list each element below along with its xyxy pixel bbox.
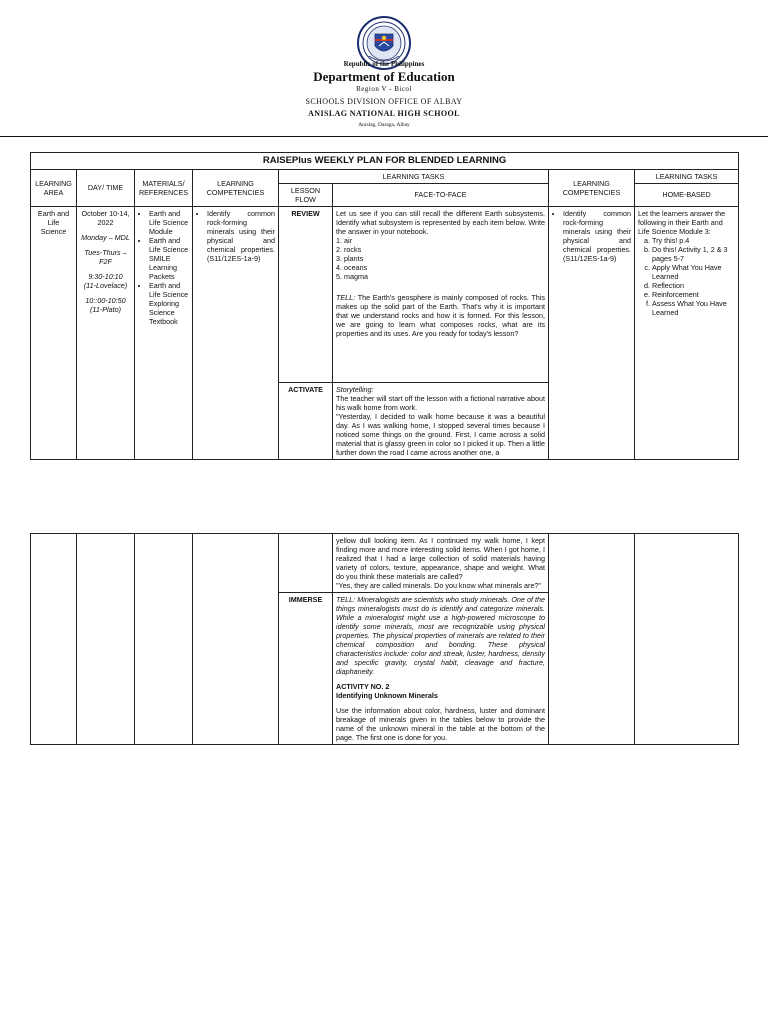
header-divider — [0, 136, 768, 137]
activate-intro: The teacher will start off the lesson with a fictional narrative about his walk home from work. — [336, 393, 545, 412]
tell-label: TELL: — [336, 595, 356, 604]
storytelling-label: Storytelling: — [336, 384, 374, 394]
material-item: • Earth and Life Science SMILE Learning Packets — [149, 236, 189, 281]
empty-cell — [279, 534, 333, 593]
lesson-flow-immerse: IMMERSE — [279, 593, 333, 745]
review-intro: Let us see if you can still recall the different Earth subsystems. Identify what subsystem is represented by each item below. Write the answer in your notebook. — [336, 208, 545, 236]
activity-instructions: Use the information about color, hardness, luster and dominant breakage of minerals given in the tables below to provide the name of the unknown mineral in the table at the bottom of the page. The first one is done for you. — [336, 706, 545, 742]
empty-cell — [77, 534, 135, 745]
empty-cell — [31, 534, 77, 745]
review-content — [333, 206, 549, 382]
header-learning-tasks: LEARNING TASKS — [279, 169, 549, 183]
section-1: (11-Lovelace) — [83, 280, 128, 290]
home-task: d. Reflection — [652, 281, 735, 290]
activate-content — [333, 382, 549, 459]
activate-story: "Yesterday, I decided to walk home because it was a beautiful day. As I was walking home, I stopped several times because I noticed some things on the ground. First, I came across a solid material that is glassy green in color so I picked it up. Then a little further down the road I came across another one, a — [336, 411, 545, 457]
material-item: • Earth and Life Science Exploring Science Textbook — [149, 281, 189, 326]
activate-answer: "Yes, they are called minerals. Do you know what minerals are?" — [336, 581, 541, 590]
empty-cell — [635, 534, 739, 745]
weekly-plan-table-continued — [30, 533, 739, 745]
header-day-time: DAY/ TIME — [77, 169, 135, 206]
f2f-schedule: Tues-Thurs – F2F — [84, 247, 127, 266]
immerse-tell — [336, 595, 545, 676]
tell-text: The Earth's geosphere is mainly composed of rocks. This makes up the solid part of the Earth. That's why it is important that we understand rocks and how it is formed. For this lesson, we are going to learn what composes rocks, what are its properties and its uses. Are you ready for today's lesson? — [336, 292, 545, 338]
activity-title: Identifying Unknown Minerals — [336, 691, 438, 700]
tell-label: TELL: — [336, 292, 356, 302]
day-time-cell — [77, 206, 135, 459]
mdl-schedule: Monday – MDL — [81, 232, 130, 242]
home-task: f. Assess What You Have Learned — [652, 299, 735, 317]
competency-item: • Identify common rock-forming minerals using their physical and chemical properties. (S11/12ES-1a-9) — [207, 209, 275, 263]
home-task: a. Try this! p.4 — [652, 236, 735, 245]
header-competencies: LEARNING COMPETENCIES — [193, 169, 279, 206]
competency-item-2: • Identify common rock-forming minerals using their physical and chemical properties. (S11/12ES-1a-9) — [563, 209, 631, 263]
school-name: ANISLAG NATIONAL HIGH SCHOOL — [308, 109, 460, 118]
tell-text: Mineralogists are scientists who study minerals. One of the things mineralogists must do is identify and categorize minerals. While a mineralogist might use a high-powered microscope to identify some minerals, most are recognizable using physical properties. The physical properties of minerals are related to their chemical composition and bonding. These physical characteristics include: color and streak, luster, hardness, density and specific gravity, crystal habit, cleavage and fracture, diaphaneity. — [336, 595, 545, 676]
republic-label: Republic of the Philippines — [343, 60, 425, 68]
weekly-plan-table — [30, 152, 739, 460]
competency-cell-2 — [549, 206, 635, 459]
table-title: RAISEPlus WEEKLY PLAN FOR BLENDED LEARNING — [31, 153, 739, 170]
header-learning-tasks-2: LEARNING TASKS — [635, 169, 739, 183]
division-label: SCHOOLS DIVISION OFFICE OF ALBAY — [305, 97, 463, 106]
home-task: e. Reinforcement — [652, 290, 735, 299]
review-tell — [336, 293, 545, 338]
review-item: 1. air — [336, 235, 352, 245]
lesson-flow-review: REVIEW — [279, 206, 333, 382]
time-slot-2: 10::00-10:50 — [85, 295, 126, 305]
header-home-based: HOME-BASED — [635, 183, 739, 206]
review-item: 3. plants — [336, 253, 364, 263]
review-item: 4. oceans — [336, 262, 368, 272]
review-item: 5. magma — [336, 271, 368, 281]
immerse-content — [333, 593, 549, 745]
material-item: • Earth and Life Science Module — [149, 209, 189, 236]
home-task: c. Apply What You Have Learned — [652, 263, 735, 281]
section-2: (11-Plato) — [89, 304, 122, 314]
header-materials: MATERIALS/ REFERENCES — [135, 169, 193, 206]
header-face-to-face: FACE-TO-FACE — [333, 183, 549, 206]
time-slot-1: 9:30-10:10 — [88, 271, 123, 281]
home-based-intro: Let the learners answer the following in their Earth and Life Science Module 3: — [638, 208, 726, 236]
header-learning-area: LEARNING AREA — [31, 169, 77, 206]
header-lesson-flow: LESSON FLOW — [279, 183, 333, 206]
region-label: Region V - Bicol — [356, 85, 412, 93]
school-address: Anislag, Daraga, Albay — [358, 122, 410, 128]
home-based-cell — [635, 206, 739, 459]
department-title: Department of Education — [313, 69, 455, 84]
empty-cell — [193, 534, 279, 745]
materials-cell — [135, 206, 193, 459]
learning-area-cell: Earth and Life Science — [31, 206, 77, 459]
review-item: 2. rocks — [336, 244, 362, 254]
date-range: October 10-14, 2022 — [81, 208, 130, 227]
activate-continued — [333, 534, 549, 593]
empty-cell — [549, 534, 635, 745]
activate-story-cont: yellow dull looking item. As I continued my walk home, I kept finding more and more interesting solid items. When I got home, I realized that I had a large collection of solid materials having variety of colors, texture, appearance, shape and weight. What do you think these materials are called? — [336, 536, 545, 581]
header-competencies-2: LEARNING COMPETENCIES — [549, 169, 635, 206]
competency-cell — [193, 206, 279, 459]
empty-cell — [135, 534, 193, 745]
home-task: b. Do this! Activity 1, 2 & 3 pages 5-7 — [652, 245, 735, 263]
activity-number: ACTIVITY NO. 2 — [336, 682, 390, 691]
lesson-flow-activate: ACTIVATE — [279, 382, 333, 459]
